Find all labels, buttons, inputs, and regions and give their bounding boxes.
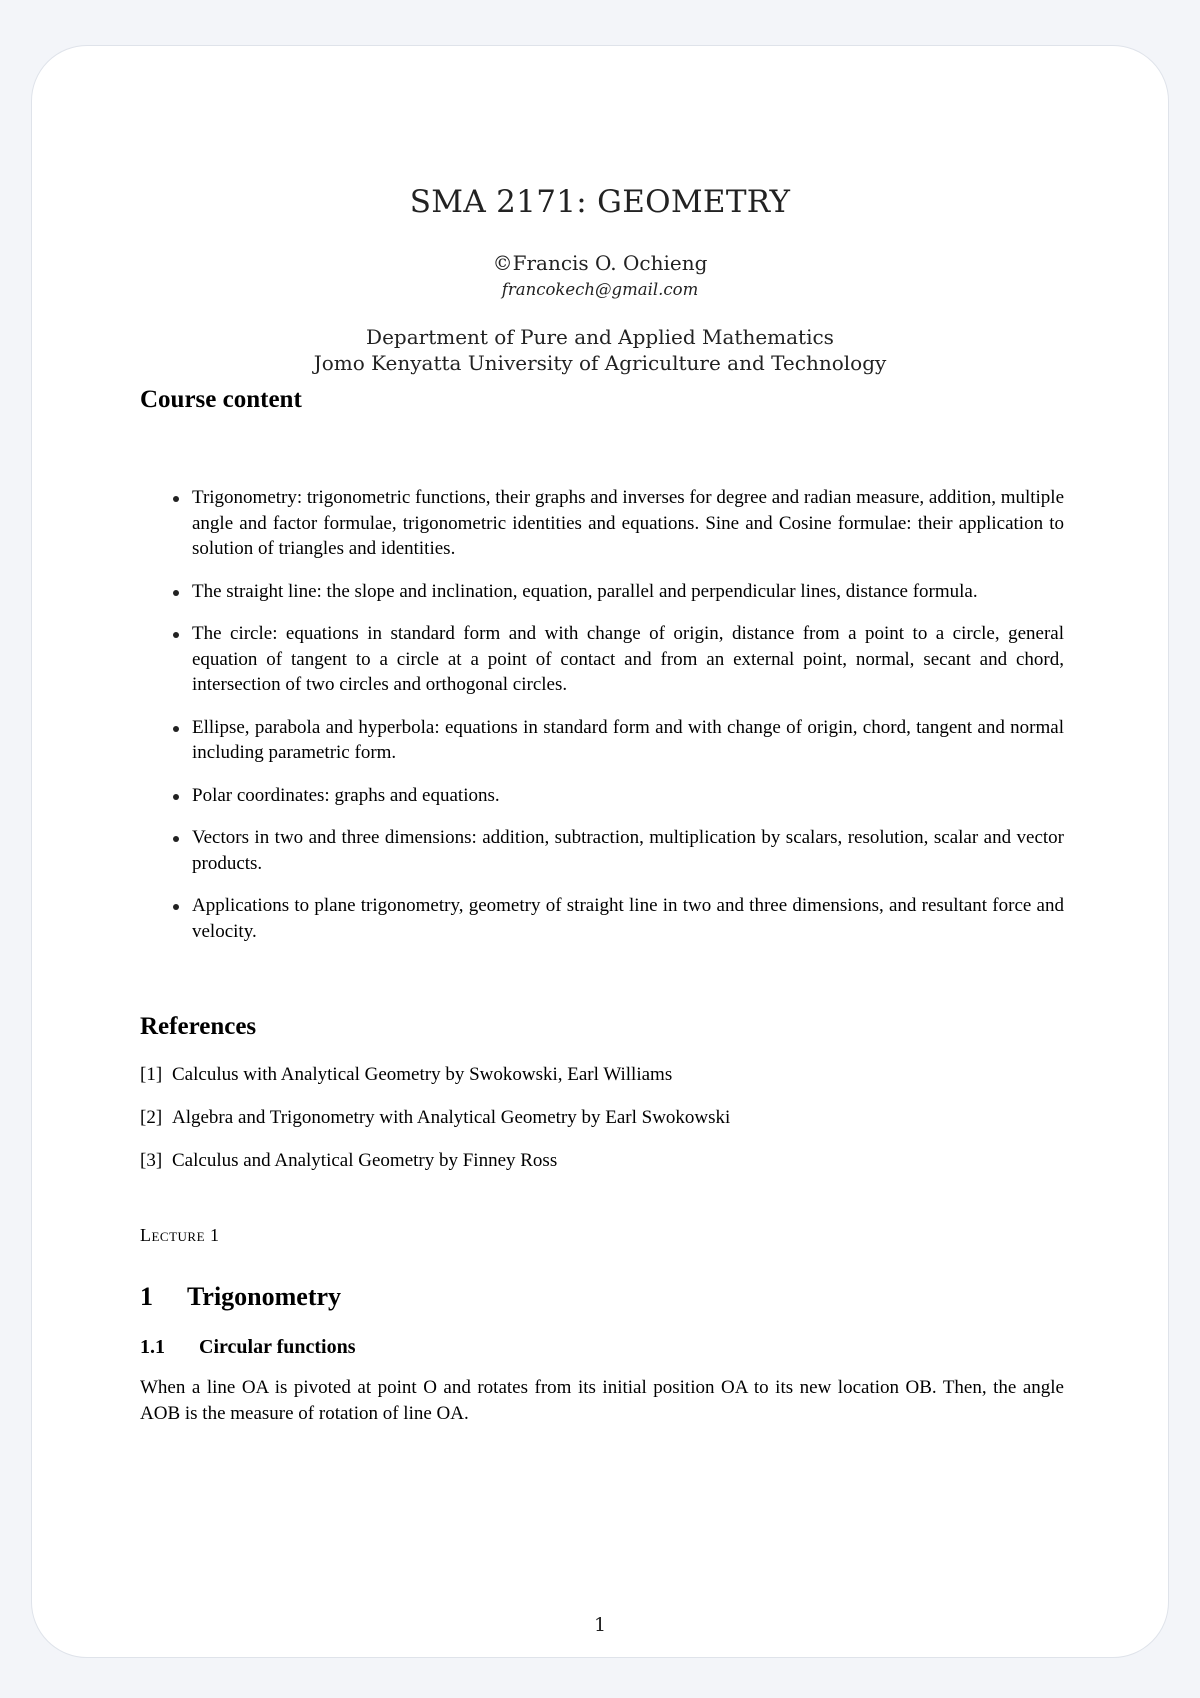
reference-item — [140, 1062, 1064, 1105]
references-list — [140, 1062, 1064, 1191]
bullet-icon — [173, 794, 179, 800]
author-email: francokech@gmail.com — [501, 280, 699, 299]
reference-text: Calculus with Analytical Geometry by Swokowski, Earl Williams — [172, 1064, 673, 1085]
bullet-icon — [173, 726, 179, 732]
course-item-text: Vectors in two and three dimensions: addition, subtraction, multiplication by scalars, resolution, scalar and vector products. — [192, 827, 1064, 874]
course-item-text: Ellipse, parabola and hyperbola: equations in standard form and with change of origin, chord, tangent and normal including parametric form. — [192, 716, 1064, 763]
reference-item — [140, 1105, 1064, 1148]
reference-text: Calculus and Analytical Geometry by Finney Ross — [172, 1150, 558, 1171]
department-name: Department of Pure and Applied Mathematics — [366, 325, 834, 349]
course-item-text: Polar coordinates: graphs and equations. — [192, 784, 500, 806]
list-item — [140, 893, 1064, 944]
bullet-icon — [173, 836, 179, 842]
bullet-icon — [173, 904, 179, 910]
section-title: Trigonometry — [187, 1282, 342, 1311]
course-content-list — [140, 485, 1064, 961]
bullet-icon — [173, 590, 179, 596]
author-name: ©Francis O. Ochieng — [492, 251, 708, 275]
reference-number: [3] — [140, 1150, 163, 1171]
subsection-heading — [140, 1336, 356, 1359]
course-content-heading: Course content — [140, 386, 302, 413]
reference-number: [1] — [140, 1064, 163, 1085]
reference-text: Algebra and Trigonometry with Analytical Geometry by Earl Swokowski — [172, 1107, 731, 1128]
course-item-text: Trigonometry: trigonometric functions, their graphs and inverses for degree and radian measure, addition, multiple angle and factor formulae, trigonometric identities and equations. Sine and Cosine formulae: their application to solution of triangles and identities. — [192, 487, 1065, 559]
reference-number: [2] — [140, 1107, 163, 1128]
affiliation — [32, 324, 1168, 376]
references-heading: References — [140, 1013, 257, 1040]
list-item — [140, 783, 1064, 809]
subsection-title: Circular functions — [199, 1336, 356, 1358]
course-item-text: Applications to plane trigonometry, geometry of straight line in two and three dimensions, and resultant force and velocity. — [192, 895, 1064, 942]
list-item — [140, 825, 1064, 876]
university-name: Jomo Kenyatta University of Agriculture and Technology — [313, 351, 887, 375]
list-item — [140, 621, 1064, 698]
reference-item — [140, 1148, 1064, 1191]
subsection-number: 1.1 — [140, 1336, 165, 1358]
list-item — [140, 485, 1064, 562]
document-title: SMA 2171: GEOMETRY — [409, 184, 791, 220]
section-number: 1 — [140, 1282, 153, 1311]
list-item — [140, 579, 1064, 605]
bullet-icon — [173, 496, 179, 502]
lecture-label: Lecture 1 — [140, 1225, 220, 1245]
section-heading — [140, 1282, 341, 1312]
list-item — [140, 715, 1064, 766]
course-item-text: The straight line: the slope and inclination, equation, parallel and perpendicular lines, distance formula. — [192, 580, 978, 602]
bullet-icon — [173, 632, 179, 638]
body-paragraph: When a line OA is pivoted at point O and rotates from its initial position OA to its new location OB. Then, the angle AOB is the measure of rotation of line OA. — [140, 1377, 1064, 1424]
course-item-text: The circle: equations in standard form and with change of origin, distance from a point to a circle, general equation of tangent to a circle at a point of contact and from an external point, normal, secant and chord, intersection of two circles and orthogonal circles. — [192, 623, 1064, 695]
page-number: 1 — [593, 1614, 607, 1636]
